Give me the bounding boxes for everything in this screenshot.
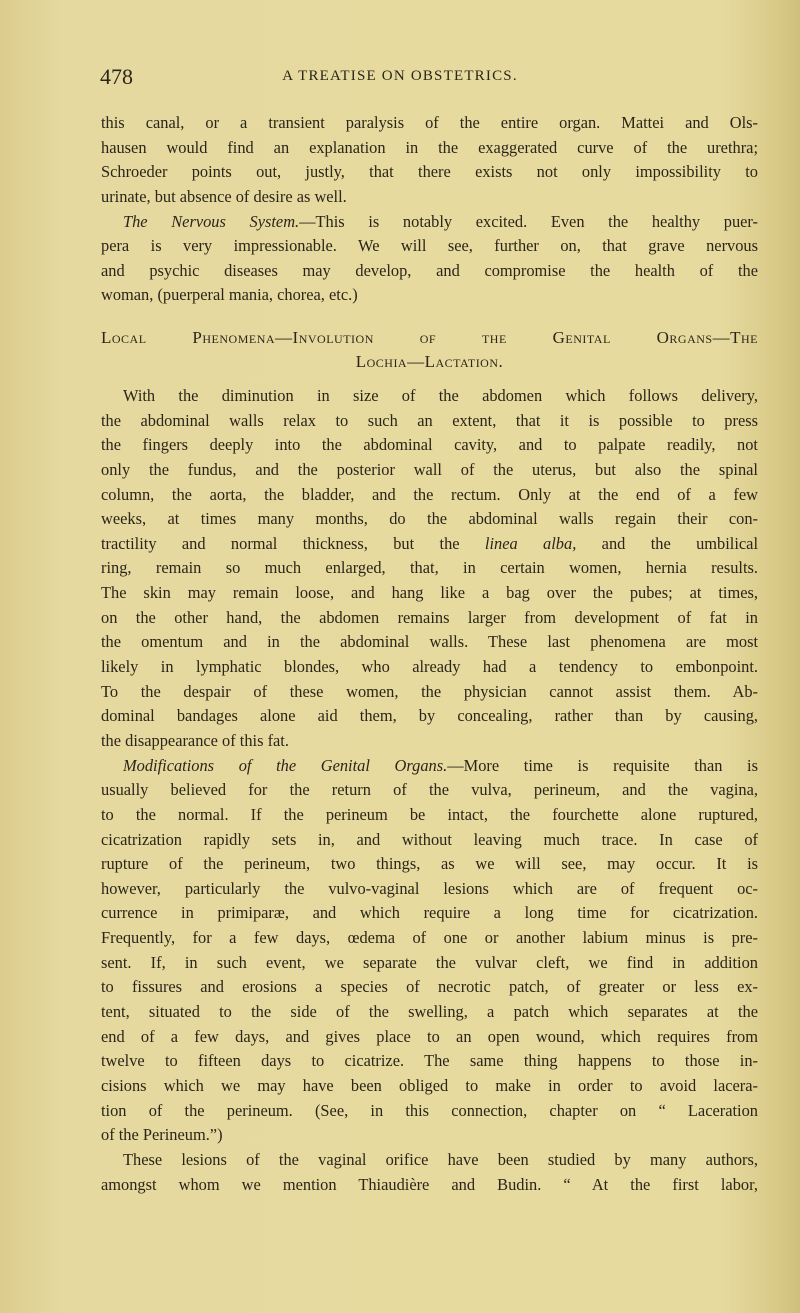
text-line [101, 581, 758, 606]
text-line [101, 606, 758, 631]
line-text: however, particularly the vulvo-vaginal lesions which are of frequent oc- [101, 878, 758, 898]
line-text: on the other hand, the abdomen remains larger from development of fat in [101, 607, 758, 627]
line-text: tion of the perineum. (See, in this connection, chapter on “ Laceration [101, 1100, 758, 1120]
line-text: Frequently, for a few days, œdema of one or another labium minus is pre- [101, 928, 758, 948]
text-line [101, 729, 758, 754]
text-line [101, 926, 758, 951]
italic-run-in-heading: Modifications of the Genital Organs. [123, 755, 448, 775]
line-text: usually believed for the return of the vulva, perineum, and the vagina, [101, 780, 758, 800]
section-heading-line-2: Lochia—Lactation. [355, 352, 504, 371]
line-text: cisions which we may have been obliged to make in order to avoid lacera- [101, 1075, 758, 1095]
line-text: —More time is requisite than is [447, 755, 758, 775]
line-text: urinate, but absence of desire as well. [101, 186, 347, 206]
line-text: only the fundus, and the posterior wall of the uterus, but also the spinal [101, 459, 758, 479]
text-line [101, 1074, 758, 1099]
line-text: twelve to fifteen days to cicatrize. The same thing happens to those in- [101, 1051, 758, 1071]
text-line [101, 680, 758, 705]
text-line [101, 1148, 758, 1173]
line-text: hausen would find an explanation in the exaggerated curve of the urethra; [101, 137, 758, 157]
text-line [101, 507, 758, 532]
text-line [101, 283, 758, 308]
text-line [101, 655, 758, 680]
line-text: Schroeder points out, justly, that there exists not only impossibility to [101, 162, 758, 182]
line-text: cicatrization rapidly sets in, and without leaving much trace. In case of [101, 829, 758, 849]
line-text: currence in primiparæ, and which require a long time for cicatrization. [101, 903, 758, 923]
text-block-local-phenomena [101, 384, 758, 1197]
line-text: likely in lymphatic blondes, who already had a tendency to embonpoint. [101, 657, 758, 677]
line-text: weeks, at times many months, do the abdominal walls regain their con- [101, 509, 758, 529]
running-title: A TREATISE ON OBSTETRICS. [282, 68, 518, 84]
line-text: dominal bandages alone aid them, by concealing, rather than by causing, [101, 706, 758, 726]
italic-run-in-heading: The Nervous System. [123, 211, 300, 231]
text-line [101, 803, 758, 828]
line-text: column, the aorta, the bladder, and the rectum. Only at the end of a few [101, 484, 758, 504]
section-heading [101, 326, 758, 374]
line-text: to fissures and erosions a species of necrotic patch, of greater or less ex- [101, 977, 758, 997]
line-text: sent. If, in such event, we separate the vulvar cleft, we find in addition [101, 952, 758, 972]
text-line [101, 877, 758, 902]
text-line [101, 901, 758, 926]
text-line [101, 234, 758, 259]
text-line [101, 704, 758, 729]
line-text: pera is very impressionable. We will see, further on, that grave nervous [101, 236, 758, 256]
line-text: this canal, or a transient paralysis of the entire organ. Mattei and Ols- [101, 113, 758, 132]
text-line [101, 1099, 758, 1124]
text-line [101, 409, 758, 434]
text-line [101, 160, 758, 185]
italic-term: linea alba, [484, 533, 577, 553]
line-text: and psychic diseases may develop, and compromise the health of the [101, 260, 758, 280]
line-text: the omentum and in the abdominal walls. These last phenomena are most [101, 632, 758, 652]
line-text: These lesions of the vaginal orifice have been studied by many authors, [123, 1149, 758, 1169]
text-line [101, 852, 758, 877]
text-line [101, 630, 758, 655]
text-line [101, 1025, 758, 1050]
page-number: 478 [100, 64, 133, 89]
line-text: amongst whom we mention Thiaudière and Budin. “ At the first labor, [101, 1174, 758, 1194]
line-text: With the diminution in size of the abdomen which follows delivery, [123, 386, 758, 405]
text-line [101, 210, 758, 235]
text-line [101, 828, 758, 853]
line-text: and the umbilical [576, 533, 759, 553]
text-line [101, 384, 758, 409]
line-text: the disappearance of this fat. [101, 730, 289, 750]
line-text: rupture of the perineum, two things, as we will see, may occur. It is [101, 854, 758, 874]
text-line [101, 556, 758, 581]
text-line [101, 532, 758, 557]
line-text: to the normal. If the perineum be intact, the fourchette alone ruptured, [101, 804, 758, 824]
text-line [101, 259, 758, 284]
line-text: tent, situated to the side of the swelling, a patch which separates at the [101, 1002, 758, 1022]
line-text: end of a few days, and gives place to an open wound, which requires from [101, 1026, 758, 1046]
text-line [101, 433, 758, 458]
text-line [101, 1123, 758, 1148]
line-text: of the Perineum.”) [101, 1125, 223, 1145]
line-text: tractility and normal thickness, but the [101, 533, 485, 553]
text-line [101, 111, 758, 136]
text-line [101, 136, 758, 161]
text-line [101, 1000, 758, 1025]
text-line [101, 458, 758, 483]
line-text: ring, remain so much enlarged, that, in certain women, hernia results. [101, 558, 758, 578]
text-line [101, 185, 758, 210]
text-line [101, 483, 758, 508]
line-text: The skin may remain loose, and hang like a bag over the pubes; at times, [101, 583, 758, 603]
text-line [101, 778, 758, 803]
text-line [101, 951, 758, 976]
text-line [101, 975, 758, 1000]
text-line [101, 1173, 758, 1198]
line-text: woman, (puerperal mania, chorea, etc.) [101, 285, 358, 305]
line-text: the abdominal walls relax to such an extent, that it is possible to press [101, 410, 758, 430]
line-text: To the despair of these women, the physician cannot assist them. Ab- [101, 681, 758, 701]
line-text: the fingers deeply into the abdominal cavity, and to palpate readily, not [101, 435, 758, 455]
text-line [101, 1049, 758, 1074]
line-text: —This is notably excited. Even the healthy puer- [299, 211, 758, 231]
text-line [101, 754, 758, 779]
section-heading-line-1: Local Phenomena—Involution of the Genital Organs—The [101, 328, 758, 347]
text-block-nervous-system [101, 111, 758, 308]
